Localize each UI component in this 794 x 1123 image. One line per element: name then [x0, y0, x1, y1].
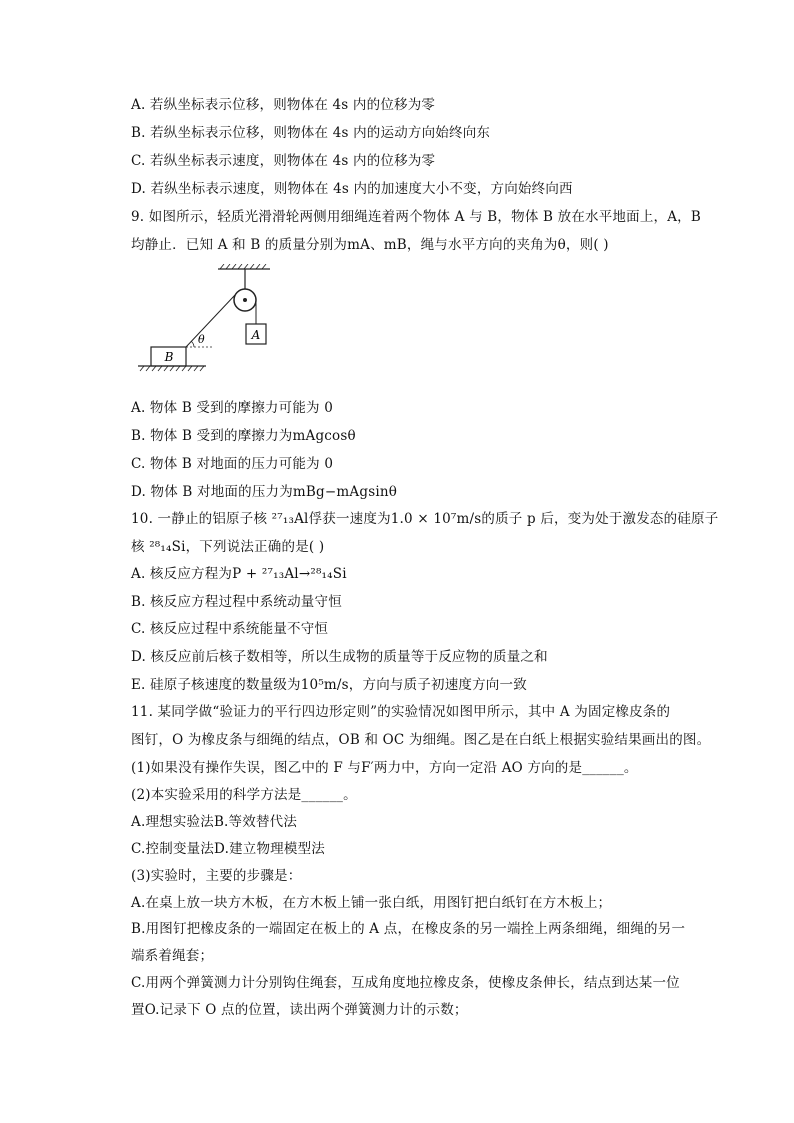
q9-option-d: D. 物体 B 对地面的压力为mBg−mAgsinθ	[131, 484, 398, 500]
q11-step-c-line2: 置O.记录下 O 点的位置，读出两个弹簧测力计的示数；	[131, 1002, 468, 1018]
q8-option-d: D. 若纵坐标表示速度，则物体在 4s 内的加速度大小不变，方向始终向西	[131, 181, 573, 197]
q10-option-a: A. 核反应方程为P + ²⁷₁₃Al→²⁸₁₄Si	[131, 566, 347, 582]
q10-stem-line2: 核 ²⁸₁₄Si，下列说法正确的是( )	[131, 539, 325, 555]
q11-step-b-line2: 端系着绳套；	[131, 948, 214, 964]
q11-part2-options-cd: C.控制变量法D.建立物理模型法	[131, 841, 325, 857]
q11-part1: (1)如果没有操作失误，图乙中的 F 与F′两力中，方向一定沿 AO 方向的是______。	[131, 760, 638, 776]
q9-stem-line1: 9. 如图所示，轻质光滑滑轮两侧用细绳连着两个物体 A 与 B，物体 B 放在水平地面上，A，B	[131, 209, 701, 225]
q10-stem-line1: 10. 一静止的铝原子核 ²⁷₁₃Al俘获一速度为1.0 × 10⁷m/s的质子 p 后，变为处于激发态的硅原子	[131, 511, 719, 527]
q8-option-c: C. 若纵坐标表示速度，则物体在 4s 内的位移为零	[131, 153, 436, 169]
q11-part2-options-ab: A.理想实验法B.等效替代法	[131, 814, 298, 830]
q9-option-a: A. 物体 B 受到的摩擦力可能为 0	[131, 400, 334, 416]
block-a-label: A	[251, 328, 261, 342]
q10-option-b: B. 核反应方程过程中系统动量守恒	[131, 594, 342, 610]
q9-option-b: B. 物体 B 受到的摩擦力为mAgcosθ	[131, 428, 356, 444]
block-b-label: B	[164, 350, 174, 364]
q11-stem-line2: 图钉，O 为橡皮条与细绳的结点，OB 和 OC 为细绳。图乙是在白纸上根据实验结果画出的图。	[131, 732, 711, 748]
q10-option-c: C. 核反应过程中系统能量不守恒	[131, 621, 329, 637]
theta-label: θ	[198, 333, 205, 346]
q9-pulley-figure	[136, 264, 286, 376]
q8-option-b: B. 若纵坐标表示位移，则物体在 4s 内的运动方向始终向东	[131, 125, 491, 141]
q11-part2: (2)本实验采用的科学方法是______。	[131, 787, 357, 803]
q11-step-c-line1: C.用两个弹簧测力计分别钩住绳套，互成角度地拉橡皮条，使橡皮条伸长，结点到达某一位	[131, 975, 680, 991]
q10-option-e: E. 硅原子核速度的数量级为10⁵m/s，方向与质子初速度方向一致	[131, 677, 527, 693]
q11-part3: (3)实验时，主要的步骤是：	[131, 868, 302, 884]
q11-stem-line1: 11. 某同学做“验证力的平行四边形定则”的实验情况如图甲所示，其中 A 为固定橡皮条的	[131, 704, 671, 720]
q9-option-c: C. 物体 B 对地面的压力可能为 0	[131, 456, 334, 472]
q8-option-a: A. 若纵坐标表示位移，则物体在 4s 内的位移为零	[131, 97, 436, 113]
q9-stem-line2: 均静止．已知 A 和 B 的质量分别为mA、mB，绳与水平方向的夹角为θ，则( )	[131, 237, 609, 253]
q10-option-d: D. 核反应前后核子数相等，所以生成物的质量等于反应物的质量之和	[131, 649, 548, 665]
q11-step-a: A.在桌上放一块方木板，在方木板上铺一张白纸，用图钉把白纸钉在方木板上；	[131, 895, 612, 911]
q11-step-b-line1: B.用图钉把橡皮条的一端固定在板上的 A 点，在橡皮条的另一端拴上两条细绳，细绳的另一	[131, 921, 686, 937]
